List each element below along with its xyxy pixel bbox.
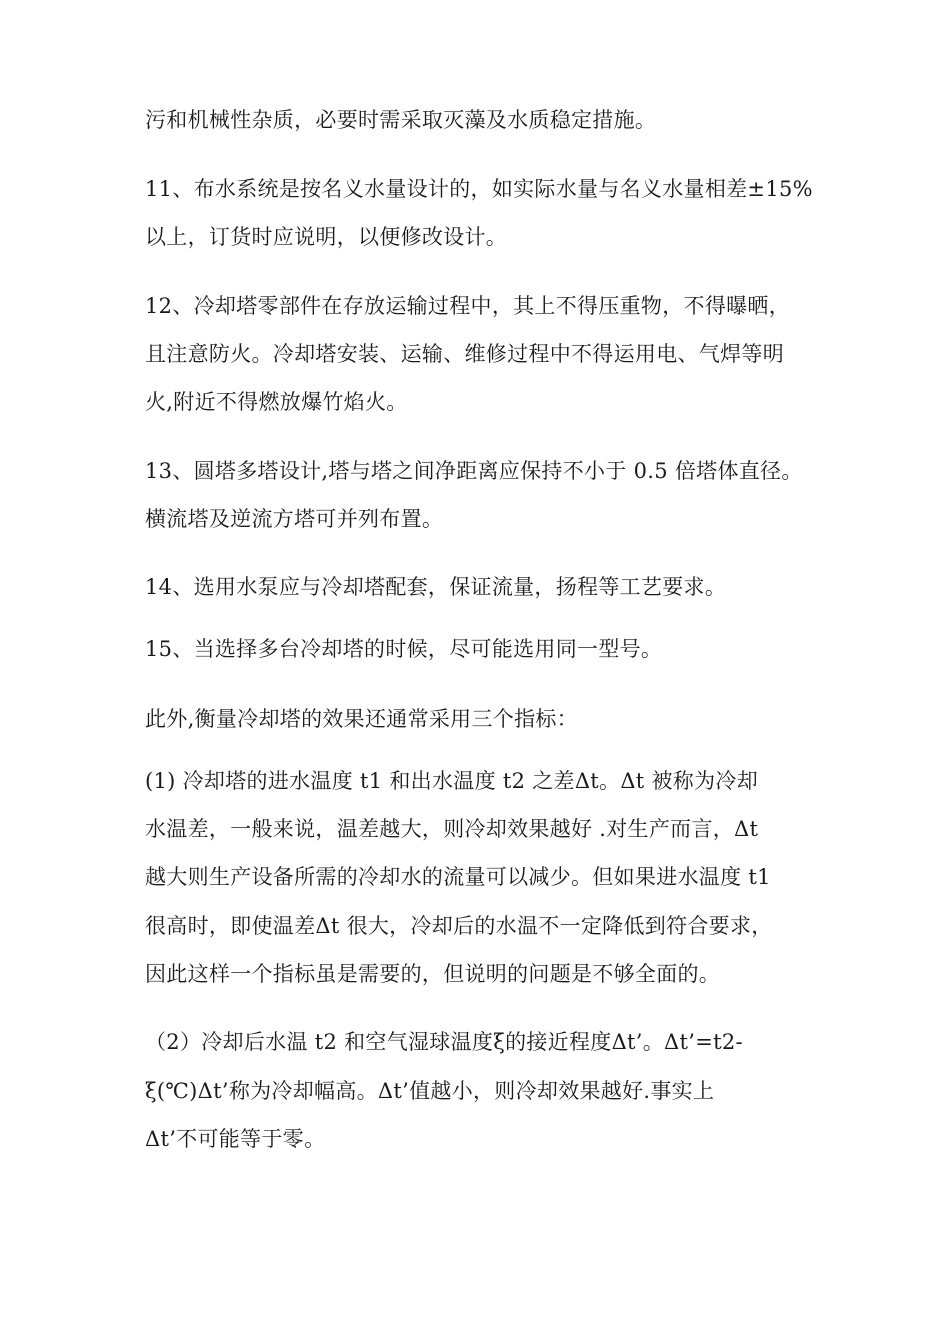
paragraph-line: (1) 冷却塔的进水温度 t1 和出水温度 t2 之差Δt。Δt 被称为冷却 [145,769,759,793]
paragraph-line: 水温差，一般来说，温差越大，则冷却效果越好 .对生产而言，Δt [145,817,759,841]
paragraph-line: 越大则生产设备所需的冷却水的流量可以减少。但如果进水温度 t1 [145,865,771,889]
paragraph-line: 15、当选择多台冷却塔的时候，尽可能选用同一型号。 [145,637,663,661]
paragraph-line: 火,附近不得燃放爆竹焰火。 [145,390,408,414]
paragraph-line: Δt’不可能等于零。 [145,1127,326,1151]
paragraph-line: ξ(℃)Δt’称为冷却幅高。Δt’值越小，则冷却效果越好.事实上 [145,1079,715,1103]
paragraph-line: 很高时，即使温差Δt 很大，冷却后的水温不一定降低到符合要求， [145,914,773,938]
paragraph-line: 14、选用水泵应与冷却塔配套，保证流量，扬程等工艺要求。 [145,575,727,599]
paragraph-line: 12、冷却塔零部件在存放运输过程中，其上不得压重物，不得曝晒， [145,294,791,318]
paragraph-line: 污和机械性杂质，必要时需采取灭藻及水质稳定措施。 [145,108,657,132]
paragraph-line: 13、圆塔多塔设计,塔与塔之间净距离应保持不小于 0.5 倍塔体直径。 [145,459,803,483]
paragraph-line: 以上，订货时应说明，以便修改设计。 [145,225,508,249]
paragraph-line: （2）冷却后水温 t2 和空气湿球温度ξ的接近程度Δt’。Δt’=t2- [145,1030,743,1054]
paragraph-line: 横流塔及逆流方塔可并列布置。 [145,507,444,531]
paragraph-line: 11、布水系统是按名义水量设计的，如实际水量与名义水量相差±15% [145,177,813,201]
paragraph-line: 因此这样一个指标虽是需要的，但说明的问题是不够全面的。 [145,962,721,986]
paragraph-line: 且注意防火。冷却塔安装、运输、维修过程中不得运用电、气焊等明 [145,342,784,366]
paragraph-line: 此外,衡量冷却塔的效果还通常采用三个指标： [145,707,578,731]
